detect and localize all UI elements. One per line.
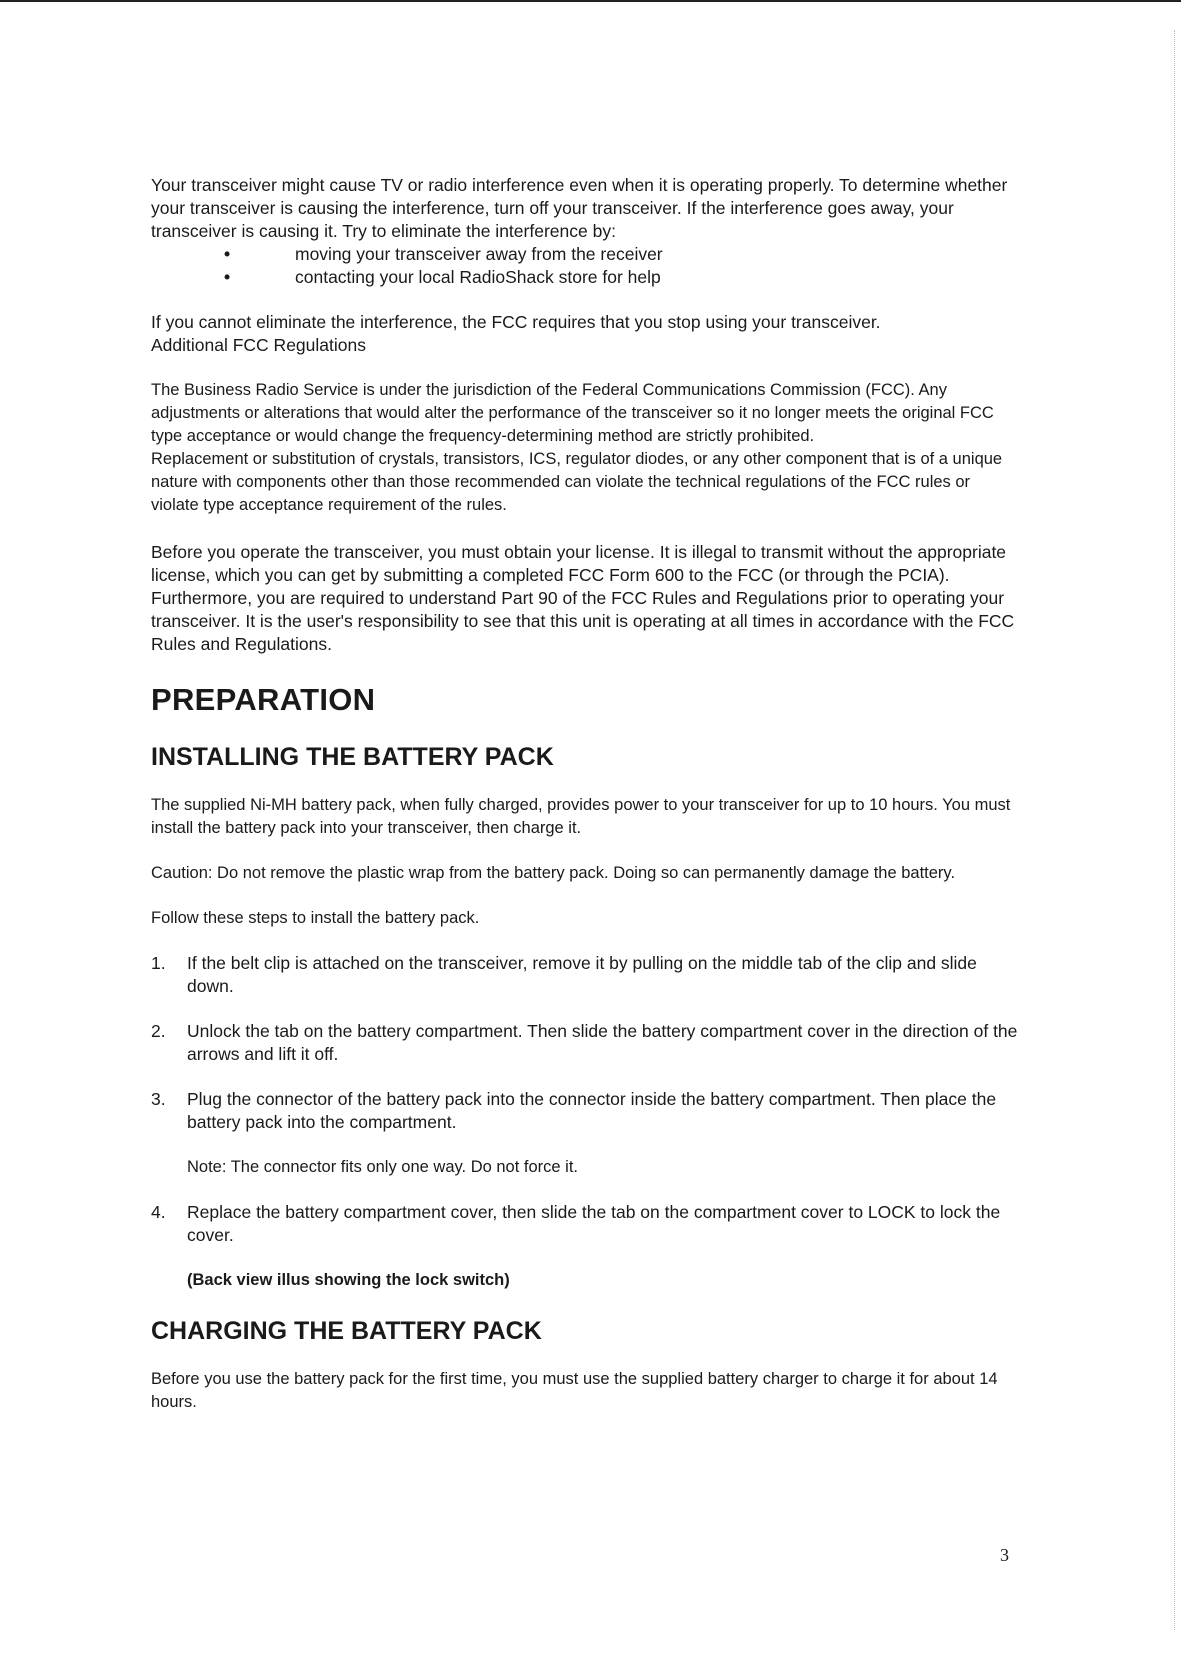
replacement-paragraph: Replacement or substitution of crystals, transistors, ICS, regulator diodes, or any other component that is of a unique nature with components other than those recommended can violate the technical regulations of the FCC rules or violate type acceptance requirement of the rules. — [151, 450, 1003, 514]
bullet-icon: • — [224, 244, 231, 264]
installing-heading: INSTALLING THE BATTERY PACK — [151, 743, 554, 771]
step-number: 3. — [151, 1089, 166, 1109]
list-item-text: contacting your local RadioShack store for help — [295, 267, 661, 287]
license-paragraph: Before you operate the transceiver, you must obtain your license. It is illegal to transmit without the appropriate license, which you can get by submitting a completed FCC Form 600 to the FCC (or through the PCIA). Furthermore, you are required to understand Part 90 of the FCC Rules and Regulations prior to operating your transceiver. It is the user's responsibility to see that this unit is operating at all times in accordance with the FCC Rules and Regulations. — [151, 542, 1015, 654]
step-number: 1. — [151, 953, 166, 973]
scan-edge-artifact — [1173, 30, 1175, 1630]
install-steps-list — [151, 952, 1021, 1134]
list-item — [151, 266, 1021, 289]
step-text: Replace the battery compartment cover, then slide the tab on the compartment cover to LOCK to lock the cover. — [187, 1202, 1001, 1245]
business-radio-paragraph: The Business Radio Service is under the jurisdiction of the Federal Communications Commission (FCC). Any adjustments or alterations that would alter the performance of the transceiver so it no longer meets the original FCC type acceptance or would change the frequency-determining method are strictly prohibited. — [151, 381, 994, 445]
preparation-heading: PREPARATION — [151, 682, 376, 717]
step-text: If the belt clip is attached on the transceiver, remove it by pulling on the middle tab of the clip and slide down. — [187, 953, 977, 996]
charging-heading: CHARGING THE BATTERY PACK — [151, 1317, 542, 1345]
step-item — [151, 1201, 1021, 1247]
step-number: 2. — [151, 1021, 166, 1041]
page-number: 3 — [1000, 1545, 1009, 1565]
page-content — [151, 174, 1021, 1414]
step-item — [151, 952, 1021, 998]
battery-intro-paragraph: The supplied Ni-MH battery pack, when fully charged, provides power to your transceiver for up to 10 hours. You must install the battery pack into your transceiver, then charge it. — [151, 796, 1011, 837]
step-text: Unlock the tab on the battery compartment. Then slide the battery compartment cover in the direction of the arrows and lift it off. — [187, 1021, 1018, 1064]
bullet-icon: • — [224, 267, 231, 287]
follow-steps-paragraph: Follow these steps to install the battery pack. — [151, 909, 480, 927]
step-item — [151, 1020, 1021, 1066]
step-number: 4. — [151, 1202, 166, 1222]
list-item — [151, 243, 1021, 266]
list-item-text: moving your transceiver away from the receiver — [295, 244, 663, 264]
install-steps-list-continued — [151, 1201, 1021, 1247]
interference-remedy-list — [151, 243, 1021, 289]
step-text: Plug the connector of the battery pack into the connector inside the battery compartment. Then place the battery pack into the compartment. — [187, 1089, 997, 1132]
fcc-stop-paragraph: If you cannot eliminate the interference, the FCC requires that you stop using your transceiver. — [151, 312, 881, 332]
top-border-rule — [0, 0, 1181, 2]
caution-paragraph: Caution: Do not remove the plastic wrap from the battery pack. Doing so can permanently damage the battery. — [151, 864, 956, 882]
intro-paragraph: Your transceiver might cause TV or radio interference even when it is operating properly. To determine whether your transceiver is causing the interference, turn off your transceiver. If the interference goes away, your transceiver is causing it. Try to eliminate the interference by: — [151, 175, 1008, 241]
charging-paragraph: Before you use the battery pack for the first time, you must use the supplied battery charger to charge it for about 14 hours. — [151, 1370, 998, 1411]
connector-note: Note: The connector fits only one way. Do not force it. — [187, 1158, 579, 1176]
additional-fcc-heading: Additional FCC Regulations — [151, 335, 366, 355]
illustration-placeholder: (Back view illus showing the lock switch) — [187, 1271, 510, 1289]
step-item — [151, 1088, 1021, 1134]
